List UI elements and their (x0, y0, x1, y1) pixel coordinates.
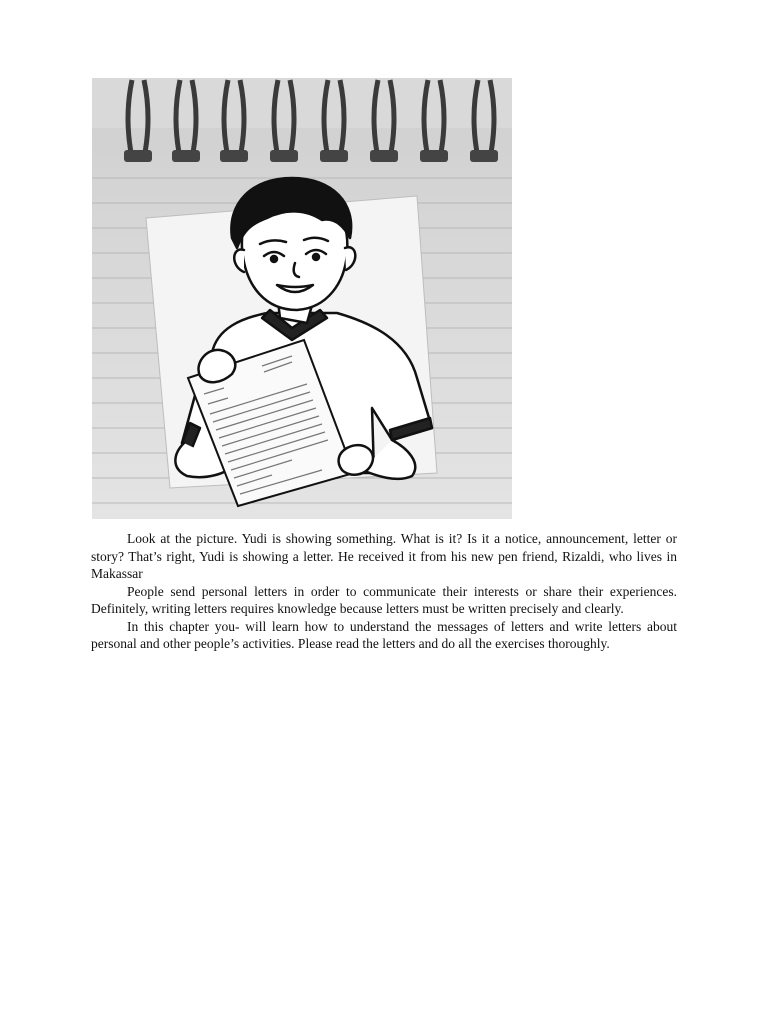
paragraph-personal-letters: People send personal letters in order to communicate their interests or share their experiences. Definitely, writing letters requires knowledge because letters must be written precisely and clearly. (91, 583, 677, 616)
paragraph-intro: Look at the picture. Yudi is showing something. What is it? Is it a notice, announcement, letter or story? That’s right, Yudi is showing a letter. He received it from his new pen friend, Rizaldi, who lives in Makassar (91, 531, 677, 581)
illustration-boy-showing-letter (92, 78, 512, 519)
body-text (91, 530, 677, 653)
paragraph-chapter-goals: In this chapter you- will learn how to understand the messages of letters and write letters about personal and other people’s activities. Please read the letters and do all the exercises thoroughly. (91, 618, 677, 651)
